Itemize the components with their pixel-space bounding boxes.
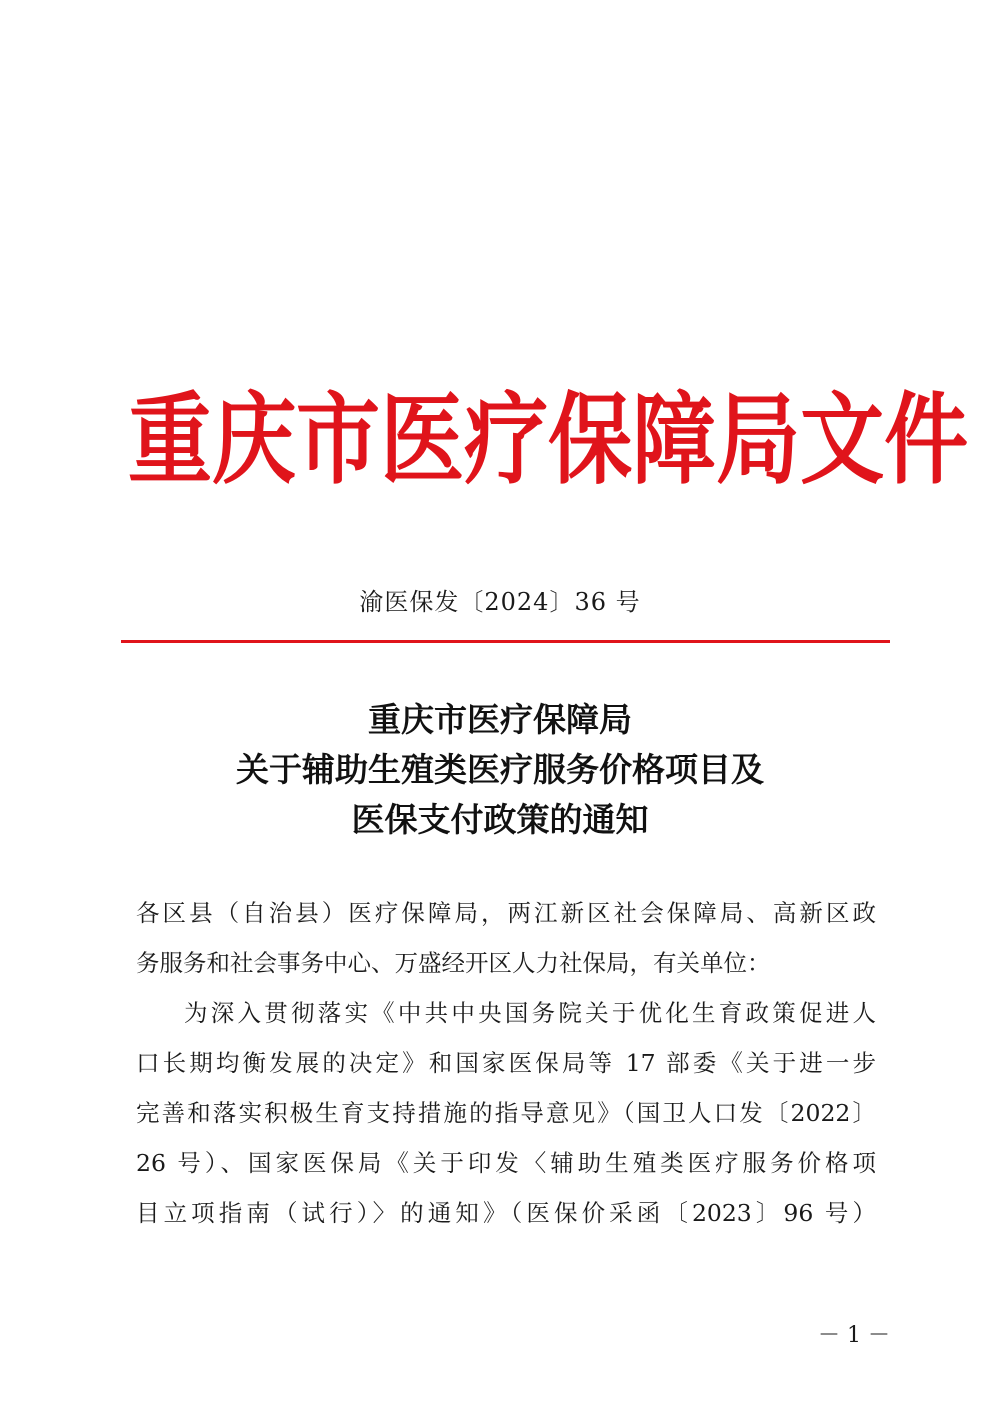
masthead-char: 保 [548,381,633,498]
masthead-char: 庆 [212,381,297,498]
masthead-char: 医 [380,381,465,498]
masthead-char: 局 [716,381,801,498]
document-body [136,888,876,1238]
masthead-char: 市 [296,381,381,498]
masthead-char: 疗 [464,381,549,498]
page-number: － 1 － [818,1323,890,1348]
body-line-addressee: 务服务和社会事务中心、万盛经开区人力社保局，有关单位： [136,949,771,977]
masthead-char: 文 [800,381,885,498]
title-line: 关于辅助生殖类医疗服务价格项目及 [236,750,764,789]
body-line-paragraph: 26 号）、国家医保局《关于印发〈辅助生殖类医疗服务价格项 [136,1149,876,1177]
red-divider-line [121,640,890,643]
document-number: 渝医保发〔2024〕36 号 [359,588,641,616]
body-line-paragraph: 口长期均衡发展的决定》和国家医保局等 17 部委《关于进一步 [136,1049,876,1077]
document-masthead [128,381,969,498]
body-line-addressee: 各区县（自治县）医疗保障局，两江新区社会保障局、高新区政 [136,899,876,927]
masthead-char: 重 [128,381,213,498]
masthead-char: 件 [884,381,969,498]
body-line-paragraph: 目立项指南（试行）〉的通知》（医保价采函〔2023〕96 号） [136,1199,876,1227]
title-line: 重庆市医疗保障局 [368,700,632,739]
masthead-char: 障 [632,381,717,498]
body-line-paragraph: 完善和落实积极生育支持措施的指导意见》（国卫人口发〔2022〕 [136,1099,876,1127]
body-line-paragraph: 为深入贯彻落实《中共中央国务院关于优化生育政策促进人 [184,999,876,1027]
title-line: 医保支付政策的通知 [351,800,649,839]
document-title [0,695,1000,845]
